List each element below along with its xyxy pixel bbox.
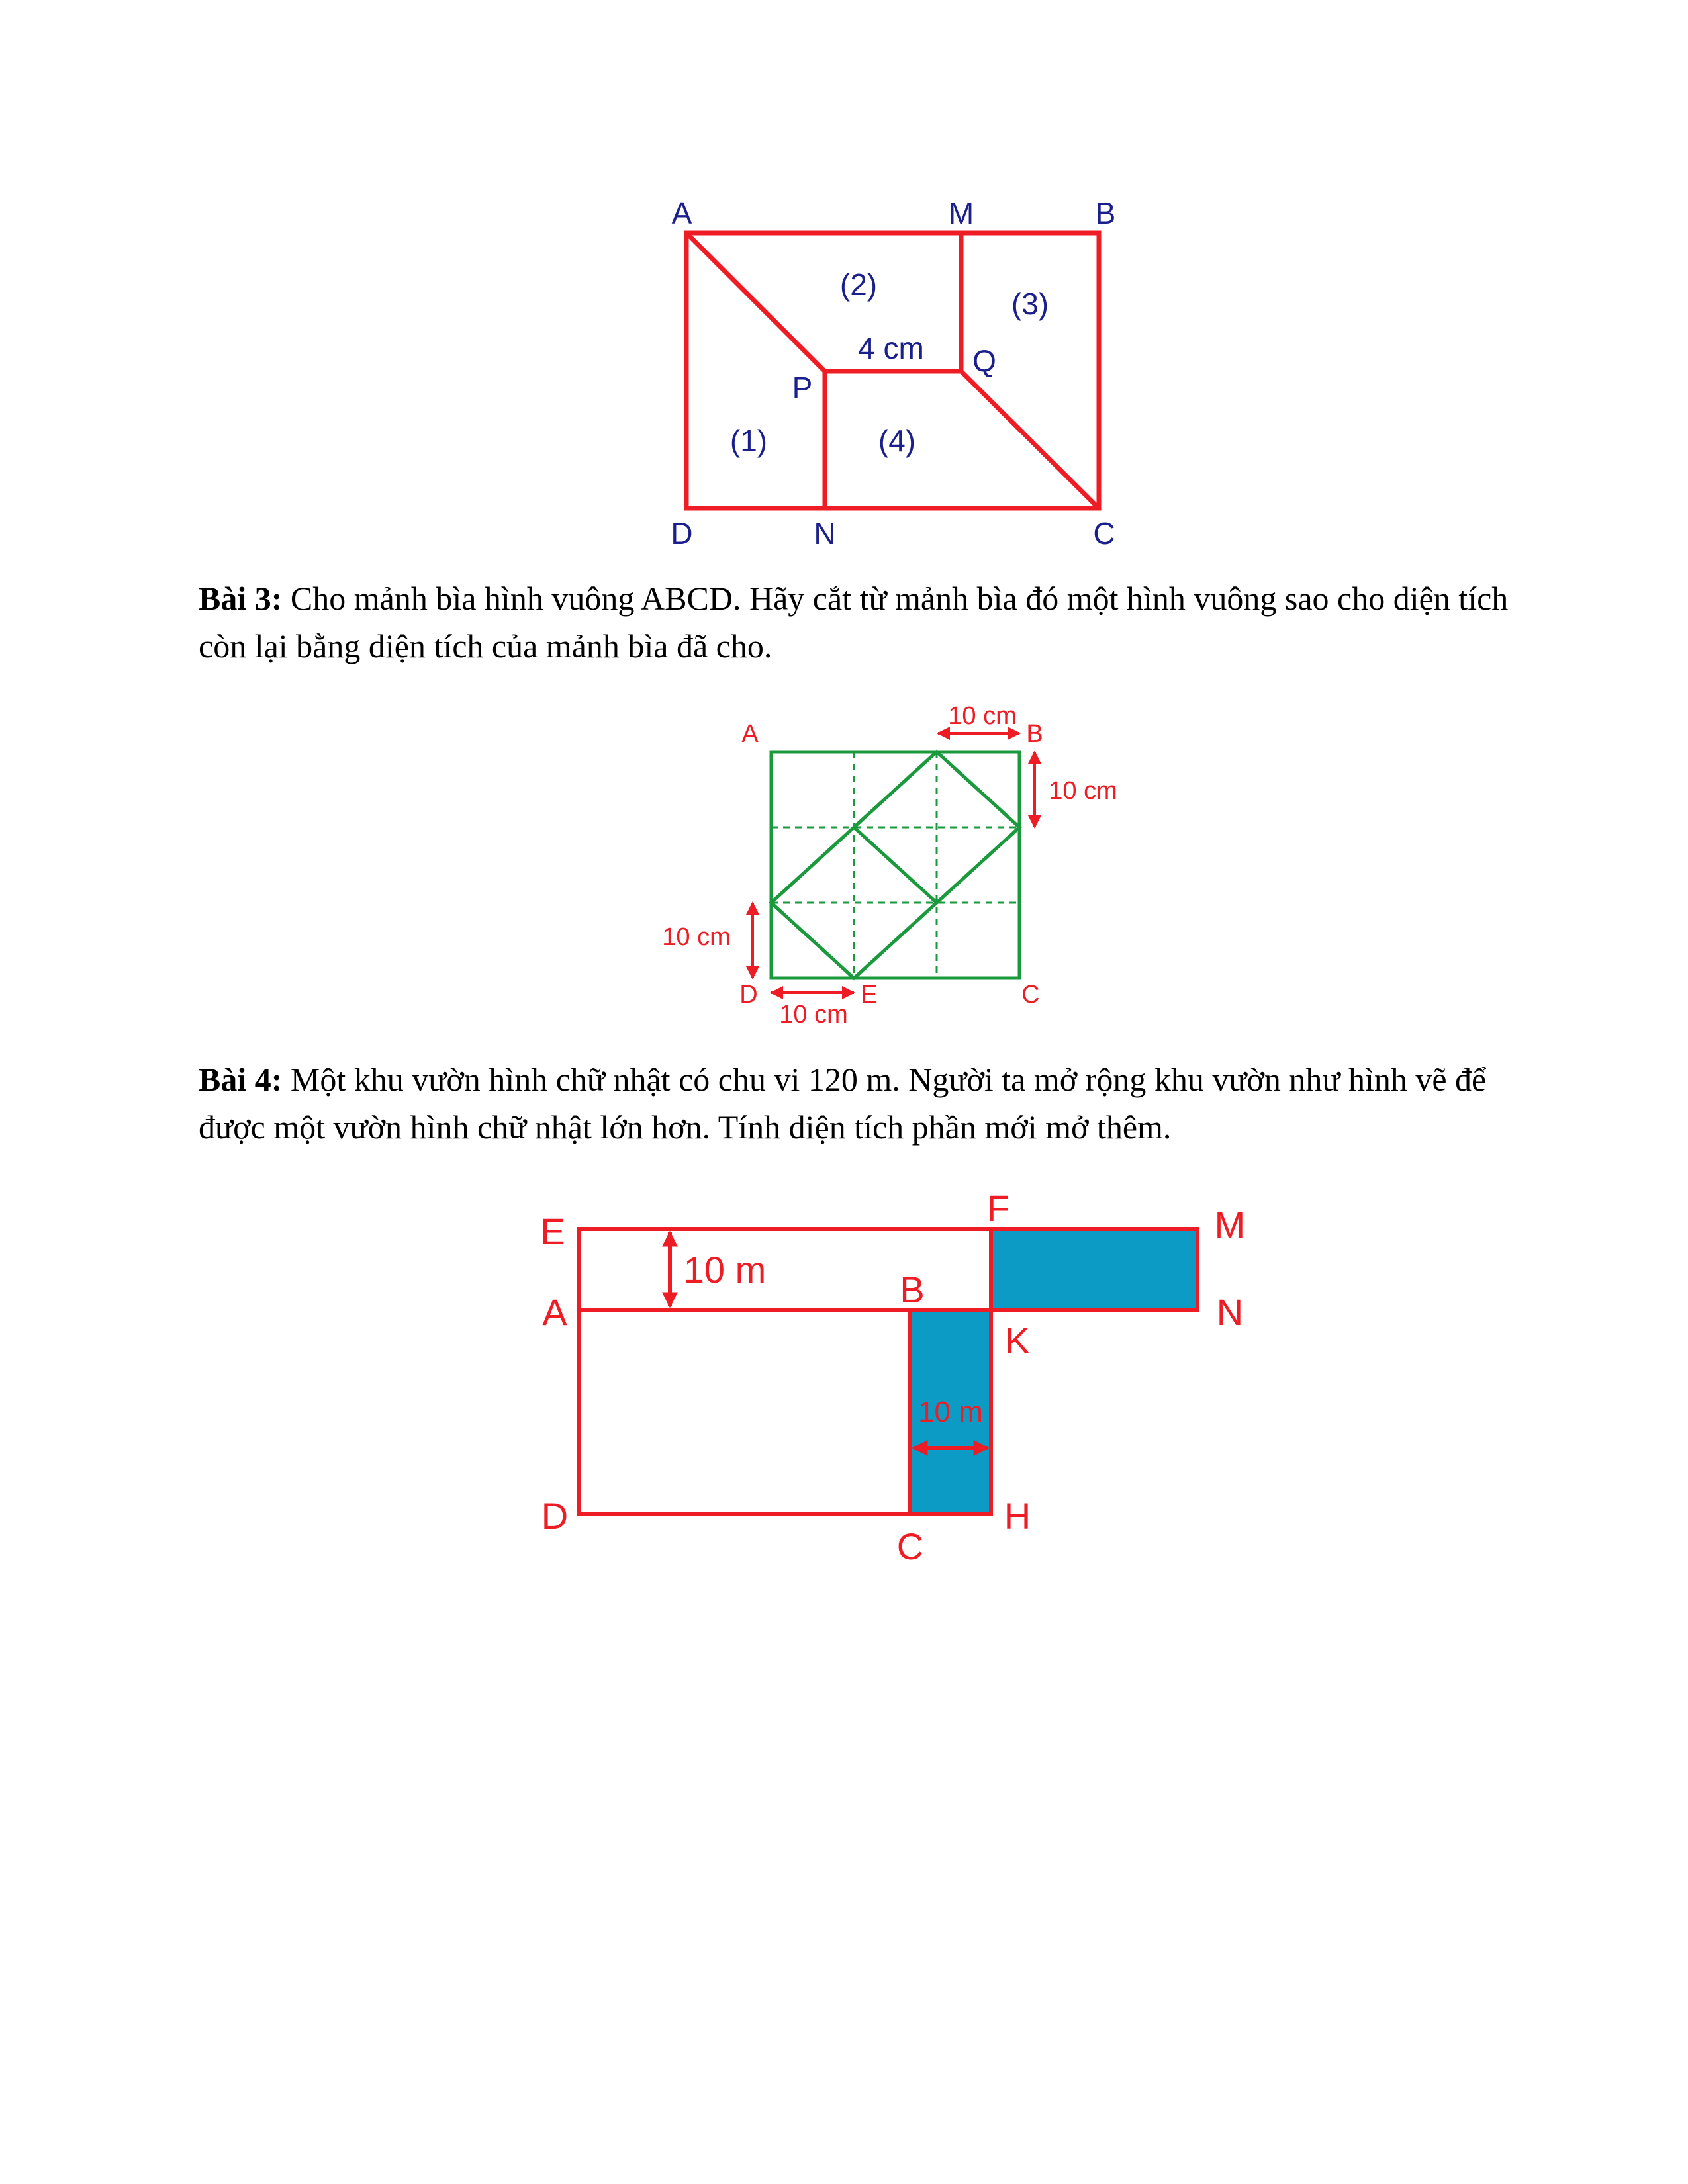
label-b: B: [1095, 196, 1116, 230]
region-1: (1): [729, 424, 768, 458]
label-p: P: [792, 371, 813, 405]
label-c: C: [1093, 516, 1115, 551]
label-h: H: [1004, 1495, 1031, 1537]
label-a: A: [671, 196, 692, 230]
exercise-3-text: Cho mảnh bìa hình vuông ABCD. Hãy cắt từ mảnh bìa đó một hình vuông sao cho diện tích còn lại bằng diện tích của mảnh bìa đã cho.: [199, 580, 1509, 664]
label-a: A: [542, 1291, 567, 1333]
label-c: C: [896, 1525, 924, 1567]
label-d: D: [671, 516, 693, 551]
label-e: E: [540, 1210, 565, 1252]
label-b: B: [900, 1269, 925, 1310]
label-f: F: [986, 1187, 1010, 1229]
label-k: K: [1005, 1320, 1030, 1361]
rect-abcd: [579, 1310, 910, 1514]
dim-top: 10 cm: [948, 702, 1017, 730]
label-b: B: [1026, 720, 1043, 748]
label-n: N: [1216, 1291, 1244, 1333]
dim-bottom: 10 cm: [779, 1001, 848, 1028]
region-2: (2): [839, 267, 878, 302]
label-d: D: [739, 981, 758, 1009]
dim-strip: 10 m: [918, 1396, 983, 1428]
region-4: (4): [878, 424, 916, 458]
exercise-3-title: Bài 3:: [199, 580, 283, 617]
label-e: E: [861, 981, 878, 1009]
label-m: M: [1214, 1204, 1246, 1246]
dimension-pq: 4 cm: [858, 331, 924, 365]
dim-top: 10 m: [683, 1249, 767, 1291]
exercise-4-text: Một khu vườn hình chữ nhật có chu vi 120 m. Người ta mở rộng khu vườn như hình vẽ để được một vườn hình chữ nhật lớn hơn. Tính diện tích phần mới mở thêm.: [199, 1061, 1487, 1146]
label-d: D: [541, 1495, 569, 1537]
label-q: Q: [972, 343, 996, 378]
label-a: A: [741, 720, 759, 748]
strip-eafk: [579, 1229, 991, 1310]
region-3: (3): [1011, 287, 1049, 321]
label-m: M: [948, 196, 974, 230]
area-fmnk: [991, 1229, 1197, 1310]
dim-right: 10 cm: [1049, 777, 1117, 805]
label-c: C: [1021, 981, 1040, 1009]
exercise-4-title: Bài 4:: [199, 1061, 283, 1098]
label-n: N: [814, 516, 836, 551]
dim-left: 10 cm: [662, 923, 731, 951]
